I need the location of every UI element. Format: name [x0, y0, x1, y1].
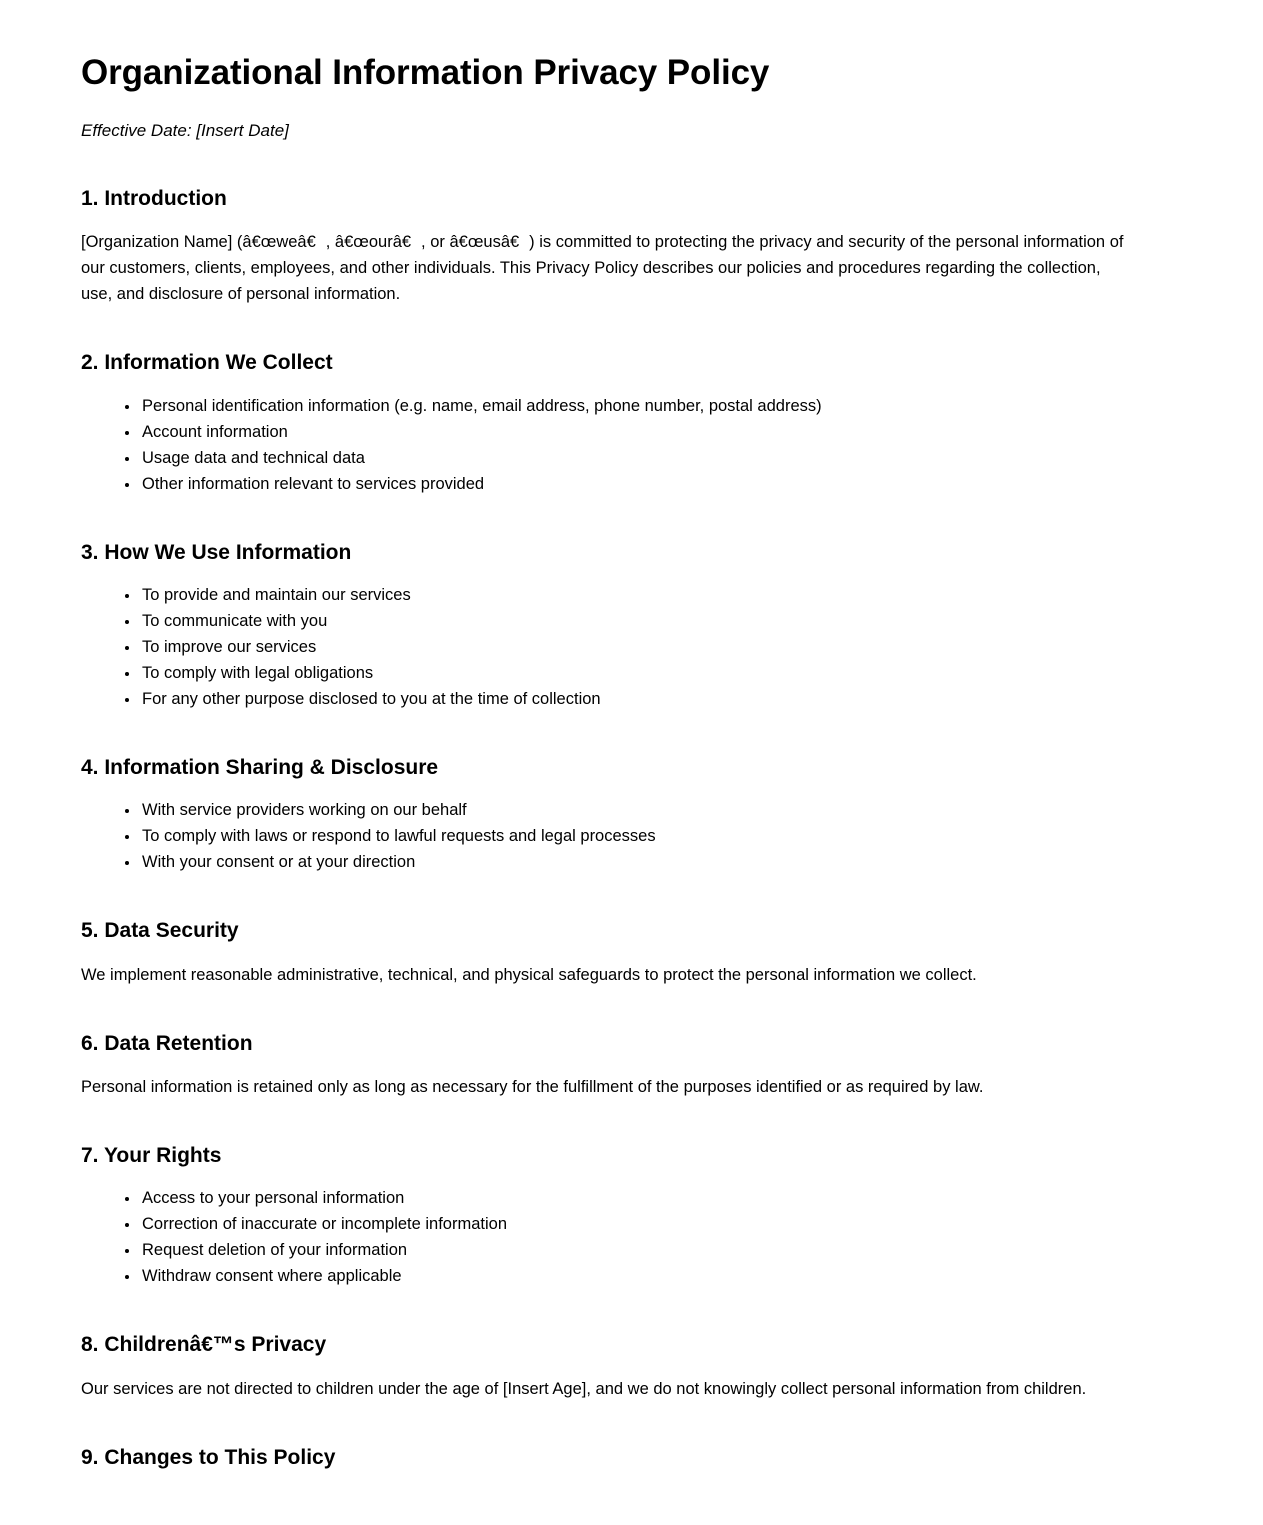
section-introduction — [81, 185, 1130, 307]
section-paragraph: [Organization Name] (â€œweâ€, â€œourâ€, or â€œusâ€) is committed to protecting the privacy and security of the personal information of our customers, clients, employees, and other individuals. This Privacy Policy describes our policies and procedures regarding the collection, use, and disclosure of personal information. — [81, 233, 1124, 304]
section-heading: 4. Information Sharing & Disclosure — [81, 756, 439, 780]
list-item: • Personal identification information (e.g. name, email address, phone number, postal address) — [140, 393, 1130, 419]
section-how-we-use-information — [81, 539, 1130, 712]
list-item: • With your consent or at your direction — [140, 849, 1130, 875]
section-data-security — [81, 917, 1130, 987]
list-item: • To provide and maintain our services — [140, 582, 1130, 608]
list-item: • Request deletion of your information — [140, 1237, 1130, 1263]
section-heading: 8. Childrenâ€™s Privacy — [81, 1333, 327, 1357]
section-list — [81, 1185, 1130, 1289]
section-paragraph: Our services are not directed to children under the age of [Insert Age], and we do not knowingly collect personal information from children. — [81, 1379, 1087, 1398]
list-item: • Access to your personal information — [140, 1185, 1130, 1211]
section-heading: 1. Introduction — [81, 187, 227, 211]
list-item: • With service providers working on our behalf — [140, 797, 1130, 823]
section-heading: 3. How We Use Information — [81, 540, 352, 564]
section-list — [81, 393, 1130, 497]
section-information-sharing-disclosure — [81, 754, 1130, 875]
effective-date: Effective Date: [Insert Date] — [81, 120, 289, 140]
section-information-we-collect — [81, 349, 1130, 496]
section-paragraph: Personal information is retained only as long as necessary for the fulfillment of the purposes identified or as required by law. — [81, 1077, 984, 1096]
section-data-retention — [81, 1030, 1130, 1100]
section-heading: 7. Your Rights — [81, 1143, 222, 1167]
section-heading: 6. Data Retention — [81, 1031, 253, 1055]
section-childrens-privacy — [81, 1331, 1130, 1401]
list-item: • Account information — [140, 419, 1130, 445]
section-heading: 2. Information We Collect — [81, 351, 333, 375]
list-item: • To communicate with you — [140, 608, 1130, 634]
section-list — [81, 582, 1130, 712]
section-heading: 9. Changes to This Policy — [81, 1445, 336, 1469]
list-item: • For any other purpose disclosed to you at the time of collection — [140, 686, 1130, 712]
section-paragraph: We implement reasonable administrative, technical, and physical safeguards to protect the personal information we collect. — [81, 965, 977, 984]
list-item: • To comply with laws or respond to lawful requests and legal processes — [140, 823, 1130, 849]
list-item: • To comply with legal obligations — [140, 660, 1130, 686]
page-title: Organizational Information Privacy Policy — [81, 53, 770, 92]
section-list — [81, 797, 1130, 875]
list-item: • Withdraw consent where applicable — [140, 1263, 1130, 1289]
section-your-rights — [81, 1142, 1130, 1289]
list-item: • To improve our services — [140, 634, 1130, 660]
list-item: • Usage data and technical data — [140, 445, 1130, 471]
section-changes-to-this-policy — [81, 1444, 1130, 1471]
section-heading: 5. Data Security — [81, 919, 239, 943]
list-item: • Other information relevant to services provided — [140, 471, 1130, 497]
list-item: • Correction of inaccurate or incomplete information — [140, 1211, 1130, 1237]
